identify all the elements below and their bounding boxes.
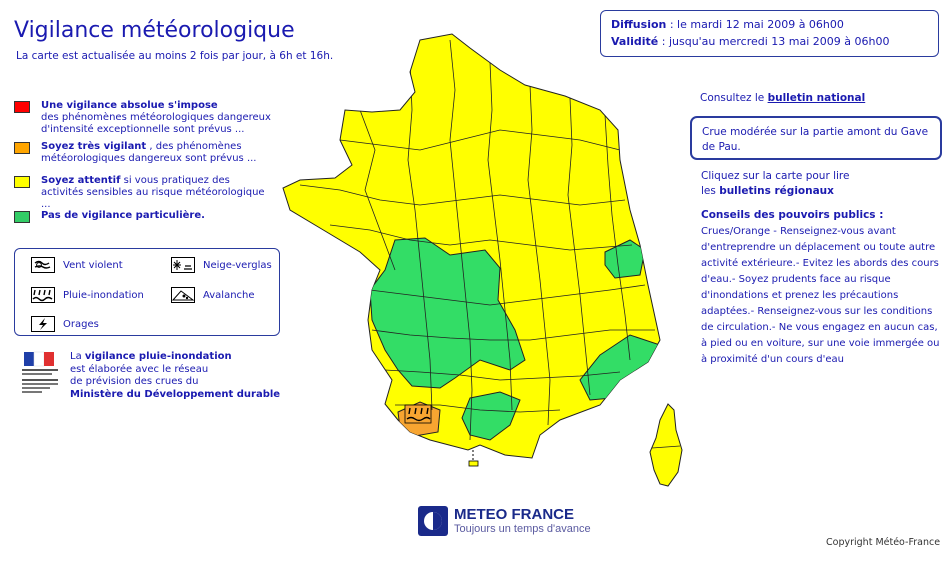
cliquez-line2-prefix: les bbox=[701, 185, 720, 197]
copyright: Copyright Météo-France bbox=[826, 537, 941, 548]
red-swatch bbox=[14, 101, 30, 113]
vigilance-map[interactable] bbox=[278, 30, 692, 492]
snow-ice-icon bbox=[171, 257, 195, 273]
pheno-avalanche bbox=[171, 287, 255, 303]
legend-yellow-title: Soyez attentif bbox=[41, 175, 121, 186]
flood-network-text bbox=[70, 351, 290, 401]
pheno-orages-label: Orages bbox=[63, 318, 99, 330]
pluie-line1-bold: vigilance pluie-inondation bbox=[84, 351, 232, 362]
pheno-vent-label: Vent violent bbox=[63, 259, 123, 271]
legend-green-title: Pas de vigilance particulière. bbox=[41, 210, 205, 221]
meteo-france-tagline: Toujours un temps d'avance bbox=[454, 523, 591, 535]
meteo-france-logo[interactable] bbox=[418, 504, 608, 538]
legend-orange-title: Soyez très vigilant bbox=[41, 141, 147, 152]
rain-flood-icon bbox=[31, 287, 55, 303]
pheno-orages bbox=[31, 316, 99, 332]
pheno-neige bbox=[171, 257, 272, 273]
thunderstorm-icon bbox=[31, 316, 55, 332]
map-marker bbox=[469, 461, 478, 466]
orange-swatch bbox=[14, 142, 30, 154]
pheno-pluie bbox=[31, 287, 144, 303]
pluie-line4-bold[interactable]: Ministère du Développement durable bbox=[70, 388, 281, 400]
bulletins-regionaux-link[interactable]: bulletins régionaux bbox=[719, 185, 834, 197]
pheno-neige-label: Neige-verglas bbox=[203, 259, 272, 271]
consultez-prefix: Consultez le bbox=[700, 92, 768, 104]
validite-value: : jusqu'au mercredi 13 mai 2009 à 06h00 bbox=[658, 35, 890, 48]
pheno-pluie-label: Pluie-inondation bbox=[63, 289, 144, 301]
page-title: Vigilance météorologique bbox=[14, 18, 295, 43]
yellow-swatch bbox=[14, 176, 30, 188]
bulletin-national-line bbox=[700, 92, 942, 104]
corsica[interactable] bbox=[650, 404, 682, 486]
legend-red-text: des phénomènes météorologiques dangereux d'intensité exceptionnelle sont prévus ... bbox=[41, 112, 271, 135]
conseils-title: Conseils des pouvoirs publics : bbox=[701, 209, 884, 221]
pluie-line2: est élaborée avec le réseau bbox=[70, 363, 209, 375]
green-swatch bbox=[14, 211, 30, 223]
diffusion-label: Diffusion bbox=[611, 18, 667, 31]
meteo-france-brand: METEO FRANCE bbox=[454, 506, 574, 523]
legend-red bbox=[14, 100, 274, 136]
pluie-line3: de prévision des crues du bbox=[70, 376, 199, 387]
legend-orange bbox=[14, 141, 274, 165]
pheno-vent bbox=[31, 257, 123, 273]
diffusion-value: : le mardi 12 mai 2009 à 06h00 bbox=[666, 18, 844, 31]
rain-flood-alert-icon[interactable] bbox=[405, 405, 431, 423]
crue-text: Crue modérée sur la partie amont du Gave de Pau. bbox=[702, 126, 929, 153]
cliquez-info bbox=[701, 169, 849, 199]
phenomena-legend bbox=[14, 248, 280, 336]
ministry-logo-icon bbox=[18, 351, 62, 399]
bulletin-national-link[interactable]: bulletin national bbox=[767, 92, 866, 104]
avalanche-icon bbox=[171, 287, 195, 303]
meteo-france-emblem-icon bbox=[418, 506, 448, 536]
pheno-avalanche-label: Avalanche bbox=[203, 289, 255, 301]
pluie-line1-prefix: La bbox=[70, 351, 85, 362]
flood-network-info bbox=[18, 351, 288, 401]
page-subtitle: La carte est actualisée au moins 2 fois par jour, à 6h et 16h. bbox=[16, 50, 334, 62]
legend-green bbox=[14, 210, 274, 222]
conseils-body: Crues/Orange - Renseignez-vous avant d'entreprendre un déplacement ou toute autre activité extérieure.- Evitez les abords des cours d'eau.- Soyez prudents face au risque d'inondations et prenez les précautions adaptées.- Renseignez-vous sur les conditions de circulation.- Ne vous engagez en aucun cas, à pied ou en voiture, sur une voie immergée ou à proximité d'un cours d'eau bbox=[701, 226, 940, 365]
legend-orange-text: , des phénomènes météorologiques dangereux sont prévus ... bbox=[41, 141, 257, 164]
validite-label: Validité bbox=[611, 35, 659, 48]
legend-yellow bbox=[14, 175, 274, 211]
cliquez-line1: Cliquez sur la carte pour lire bbox=[701, 170, 850, 182]
wind-icon bbox=[31, 257, 55, 273]
legend-red-title: Une vigilance absolue s'impose bbox=[41, 100, 218, 111]
legend-yellow-text: si vous pratiquez des activités sensibles au risque météorologique ... bbox=[41, 175, 265, 210]
crue-message-box bbox=[690, 116, 942, 160]
